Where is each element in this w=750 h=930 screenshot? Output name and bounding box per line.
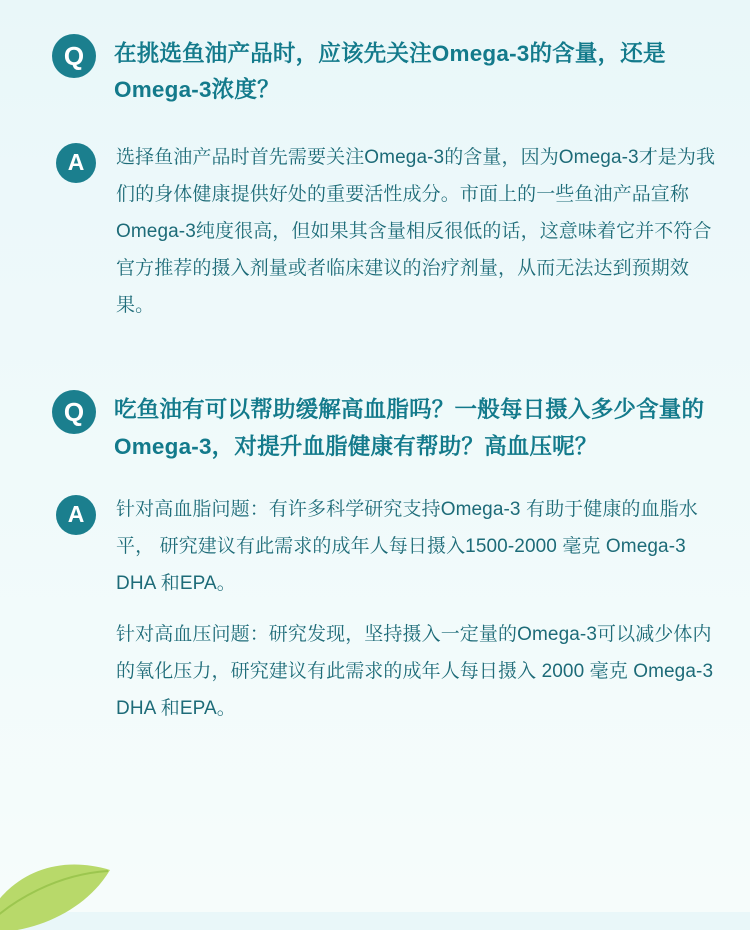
answer-badge-icon: A: [56, 495, 96, 535]
question-badge-icon: Q: [52, 390, 96, 434]
question-row: [0, 390, 750, 465]
faq-item-2: [0, 390, 750, 727]
question-row: [0, 34, 750, 109]
answer-text: [116, 491, 724, 727]
answer-paragraph: 针对高血压问题：研究发现，坚持摄入一定量的Omega-3可以减少体内的氧化压力，研究建议有此需求的成年人每日摄入 2000 毫克 Omega-3 DHA 和EPA。: [116, 624, 714, 720]
answer-text: [116, 139, 724, 324]
answer-badge-icon: A: [56, 143, 96, 183]
faq-item-1: [0, 0, 750, 324]
question-text: 吃鱼油有可以帮助缓解高血脂吗？一般每日摄入多少含量的Omega-3，对提升血脂健康有帮助？高血压呢？: [114, 397, 705, 459]
question-text: 在挑选鱼油产品时，应该先关注Omega-3的含量，还是Omega-3浓度？: [114, 41, 666, 103]
answer-row: [0, 143, 750, 324]
leaf-icon: [0, 840, 140, 930]
question-badge-icon: Q: [52, 34, 96, 78]
answer-row: [0, 495, 750, 727]
answer-paragraph: 选择鱼油产品时首先需要关注Omega-3的含量，因为Omega-3才是为我们的身体健康提供好处的重要活性成分。市面上的一些鱼油产品宣称Omega-3纯度很高，但如果其含量相反很低的话，这意味着它并不符合官方推荐的摄入剂量或者临床建议的治疗剂量，从而无法达到预期效果。: [116, 146, 716, 317]
answer-paragraph: 针对高血脂问题：有许多科学研究支持Omega-3 有助于健康的血脂水平， 研究建议有此需求的成年人每日摄入1500-2000 毫克 Omega-3 DHA 和EPA。: [116, 498, 698, 595]
